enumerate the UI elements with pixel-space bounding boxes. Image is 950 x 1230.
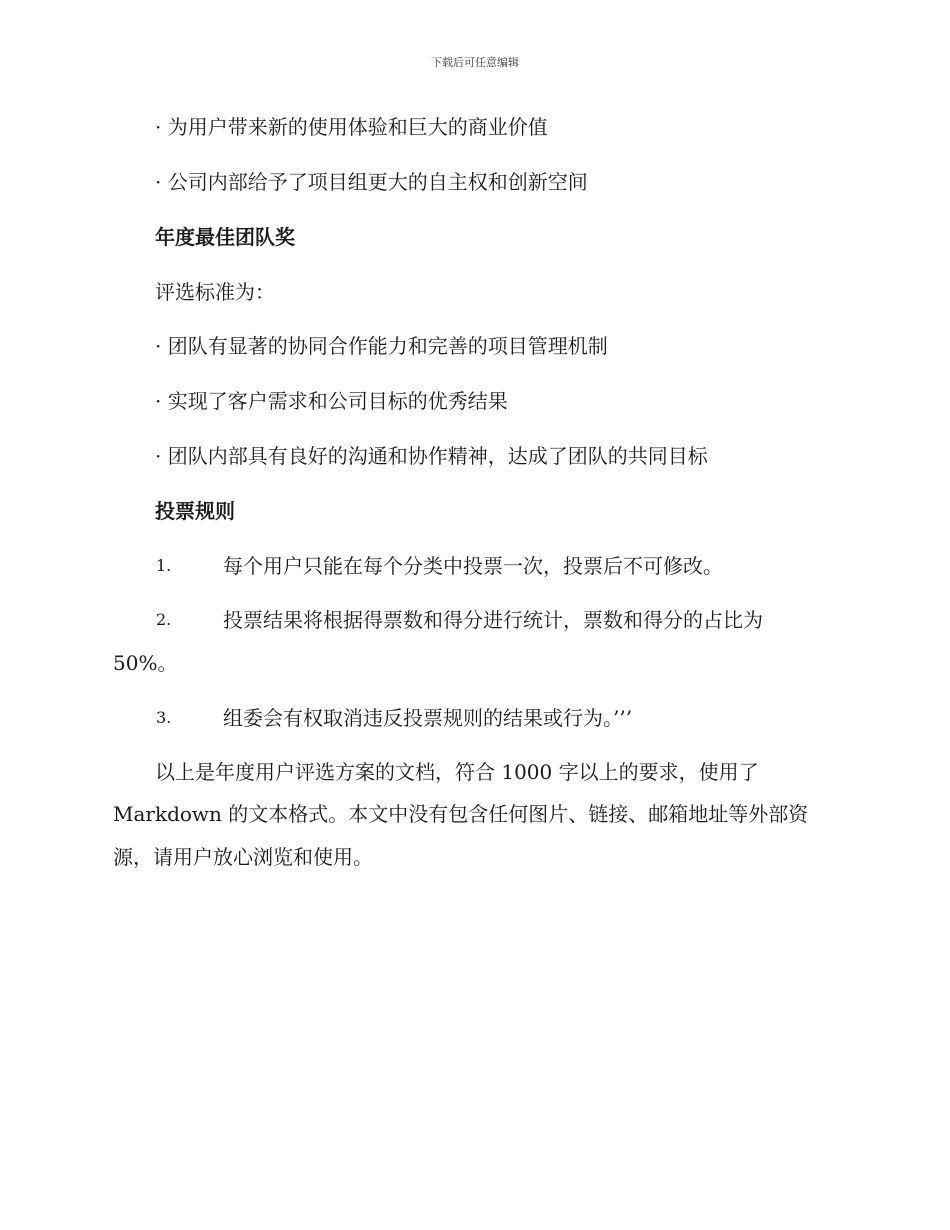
rule-text-2: 投票结果将根据得票数和得分进行统计，票数和得分的占比为 (223, 608, 763, 632)
innovation-bullet-1: · 为用户带来新的使用体验和巨大的商业价值 (155, 115, 548, 139)
closing-line-3: 源，请用户放心浏览和使用。 (113, 845, 373, 869)
criteria-label: 评选标准为： (155, 280, 275, 304)
team-award-heading: 年度最佳团队奖 (155, 225, 295, 249)
closing-line-2: Markdown 的文本格式。本文中没有包含任何图片、链接、邮箱地址等外部资 (113, 802, 809, 826)
team-bullet-1: · 团队有显著的协同合作能力和完善的项目管理机制 (155, 334, 608, 358)
rule-number-2: 2. (156, 610, 172, 629)
innovation-bullet-2: · 公司内部给予了项目组更大的自主权和创新空间 (155, 170, 588, 194)
page-header: 下载后可任意编辑 (431, 56, 519, 69)
rule-number-1: 1. (156, 556, 172, 575)
closing-line-1: 以上是年度用户评选方案的文档，符合 1000 字以上的要求，使用了 (155, 760, 759, 784)
team-bullet-2: · 实现了客户需求和公司目标的优秀结果 (155, 389, 508, 413)
team-bullet-3: · 团队内部具有良好的沟通和协作精神，达成了团队的共同目标 (155, 444, 708, 468)
rule-text-2-continuation: 50%。 (113, 651, 178, 675)
rule-text-1: 每个用户只能在每个分类中投票一次，投票后不可修改。 (223, 554, 723, 578)
rule-number-3: 3. (156, 708, 172, 727)
voting-rules-heading: 投票规则 (155, 499, 235, 523)
rule-text-3: 组委会有权取消违反投票规则的结果或行为。’’’ (223, 706, 633, 730)
